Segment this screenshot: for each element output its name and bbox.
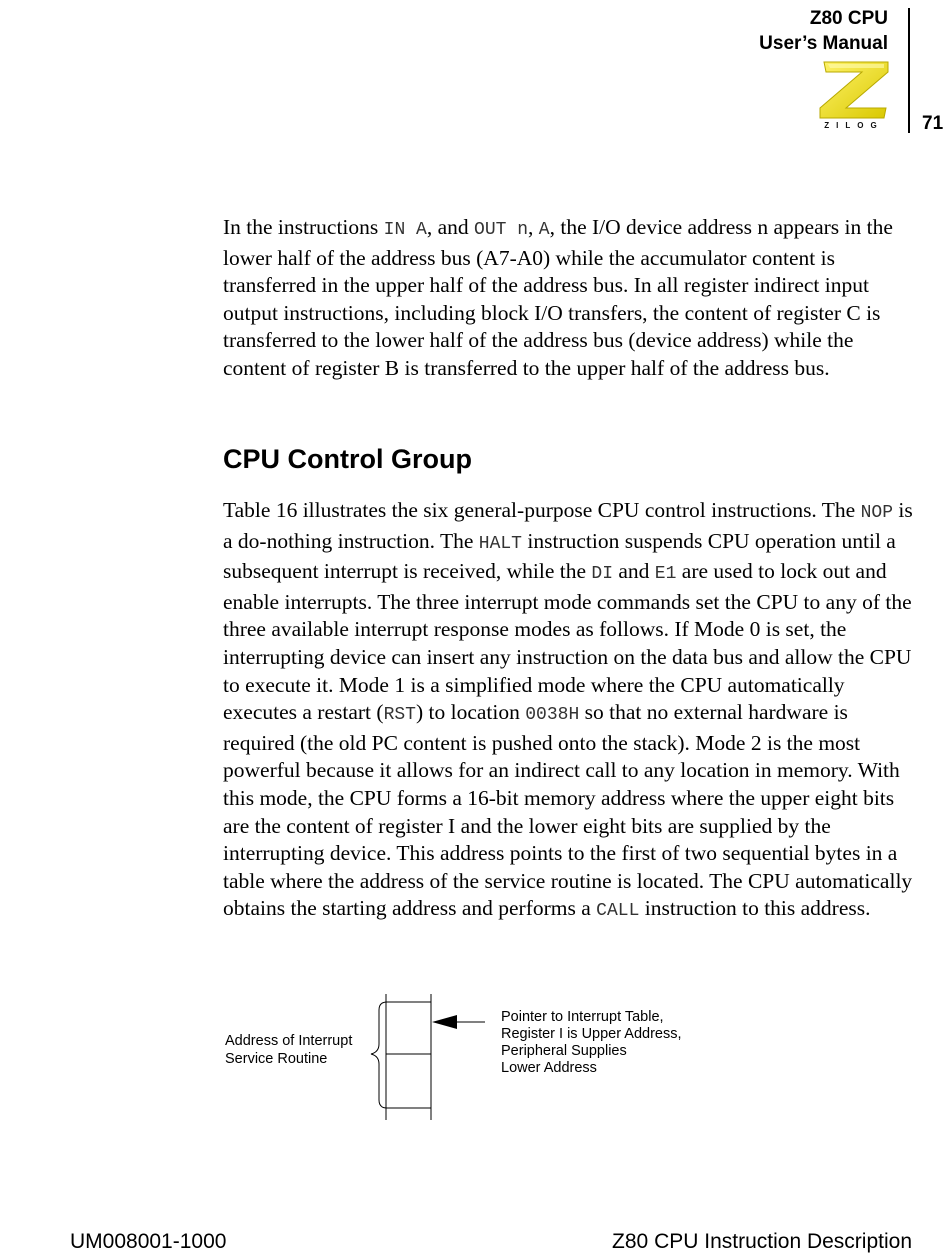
text-run: instruction to this address. xyxy=(639,896,871,921)
intro-paragraph-block xyxy=(223,214,913,383)
interrupt-table-svg xyxy=(215,990,735,1130)
pointer-arrow-icon xyxy=(432,1015,457,1029)
right-label-line4: Lower Address xyxy=(501,1060,597,1076)
header-divider xyxy=(908,8,910,133)
text-run: , and xyxy=(426,215,475,239)
text-run: so that no external hardware is required (the old PC content is pushed onto the stack). Mode 2 is the most powerful because it allows for an indirect call to any location in memory. With this mode, the CPU forms a 16-bit memory address where the upper eight bits are the content of register I and the lower eight bits are supplied by the interrupting device. This address points to the first of two sequential bytes in a table where the address of the service routine is located. The CPU automatically obtains the starting address and performs a xyxy=(223,700,913,921)
page-number: 71 xyxy=(922,113,944,134)
code-in-a: IN A xyxy=(383,220,427,240)
footer-doc-id: UM008001-1000 xyxy=(70,1230,227,1253)
text-run: In the instructions xyxy=(223,215,384,239)
code-nop: NOP xyxy=(860,503,894,523)
text-run: is a do-nothing instruction. The xyxy=(223,498,913,553)
code-call: CALL xyxy=(596,901,640,922)
text-run: ) to location xyxy=(415,700,526,725)
zilog-wordmark: ZILOG xyxy=(824,121,884,130)
text-run: instruction suspends CPU operation until a subsequent interrupt is received, while the xyxy=(223,528,896,584)
right-label-line1: Pointer to Interrupt Table, xyxy=(501,1009,664,1025)
right-label-line3: Peripheral Supplies xyxy=(501,1043,627,1059)
text-run: Table 16 illustrates the six general-purpose CPU control instructions. The xyxy=(223,498,861,522)
code-rst: RST xyxy=(383,705,416,726)
left-label-line1: Address of Interrupt xyxy=(225,1033,353,1049)
interrupt-table-diagram xyxy=(215,990,735,1130)
cpu-control-paragraph-block xyxy=(223,497,913,926)
section-heading: CPU Control Group xyxy=(223,444,472,474)
manual-title-line1: Z80 CPU xyxy=(809,8,888,29)
manual-title xyxy=(759,6,888,56)
text-run: , the I/O device address n appears in the lower half of the address bus (A7-A0) while the accumulator content is transferred in the upper half of the address bus. In all register indirect input output instructions, including block I/O transfers, the content of register C is transferred to the lower half of the address bus (device address) while the content of register B is transferred to the upper half of the address bus. xyxy=(223,215,893,380)
text-run: and xyxy=(613,559,655,584)
zilog-z-mark xyxy=(818,60,890,120)
code-di: DI xyxy=(591,564,613,585)
text-run: are used to lock out and enable interrupts. The three interrupt mode commands set the CPU to any of the three available interrupt response modes as follows. If Mode 0 is set, the interrupting device can insert any instruction on the data bus and allow the CPU to execute it. Mode 1 is a simplified mode where the CPU automatically executes a restart ( xyxy=(223,559,912,725)
code-halt: HALT xyxy=(478,533,522,554)
text-run: , xyxy=(528,215,539,239)
manual-title-line2: User’s Manual xyxy=(759,33,888,54)
code-a: A xyxy=(538,220,550,240)
code-out-n: OUT n xyxy=(474,220,529,240)
footer-section-title: Z80 CPU Instruction Description xyxy=(612,1230,912,1253)
code-0038h: 0038H xyxy=(525,705,580,726)
left-label-line2: Service Routine xyxy=(225,1051,328,1067)
right-label-line2: Register I is Upper Address, xyxy=(501,1026,682,1042)
io-address-paragraph xyxy=(223,214,913,383)
brace-icon xyxy=(371,1002,387,1108)
zilog-logo xyxy=(818,60,890,134)
cpu-control-paragraph xyxy=(223,497,913,926)
code-e1: E1 xyxy=(654,564,677,585)
